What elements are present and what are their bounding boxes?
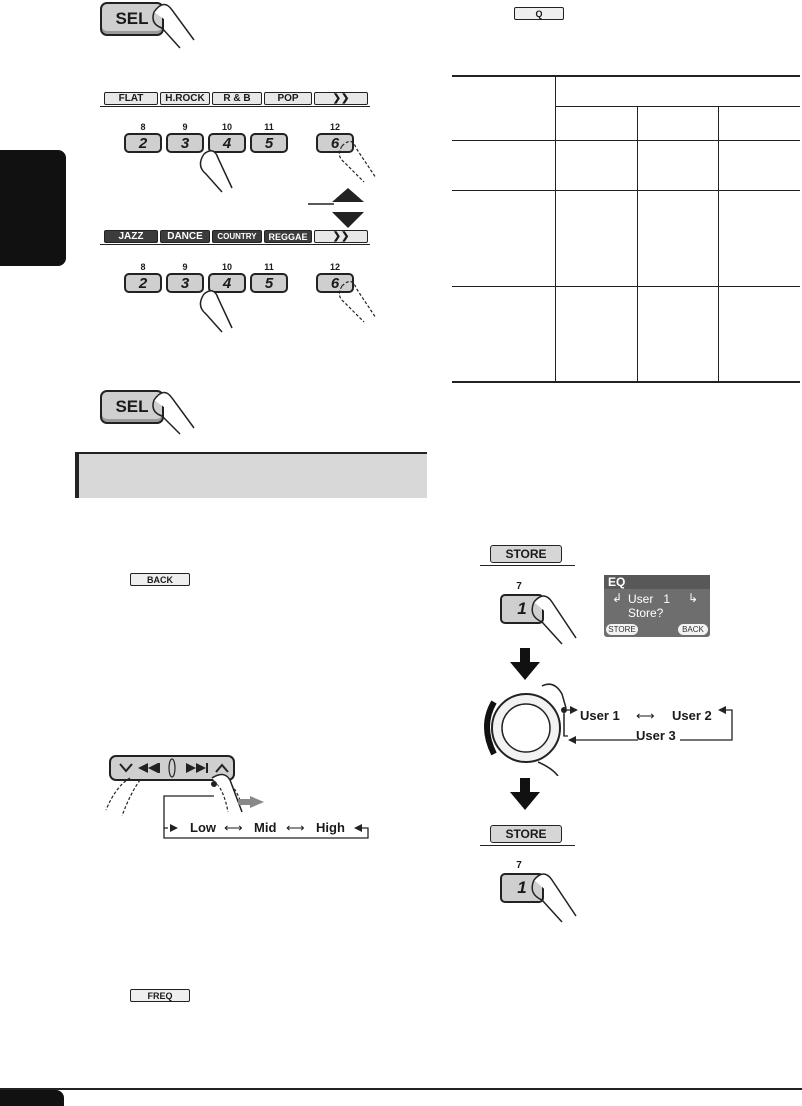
finger-press-icon xyxy=(150,0,200,50)
preset-next-2[interactable]: ❯❯ xyxy=(314,230,368,243)
footer-rule xyxy=(0,1088,802,1090)
num-top-9: 9 xyxy=(182,122,188,132)
key-3[interactable]: 3 xyxy=(166,273,204,293)
num-top-10: 10 xyxy=(221,122,232,132)
key-6[interactable]: 6 xyxy=(316,133,354,153)
key-2[interactable]: 2 xyxy=(124,273,162,293)
table-row-rule xyxy=(452,286,800,287)
store-rule xyxy=(480,565,575,566)
key-top-7: 7 xyxy=(516,860,522,871)
language-side-tab xyxy=(0,150,66,266)
preset-jazz[interactable]: JAZZ xyxy=(104,230,158,243)
table-bottom-rule xyxy=(452,381,800,383)
preset-hrock[interactable]: H.ROCK xyxy=(160,92,210,105)
lcd-line2: Store? xyxy=(628,606,664,620)
table-col-rule xyxy=(718,106,719,382)
num-top-10: 10 xyxy=(221,262,232,272)
finger-press-icon xyxy=(528,870,582,924)
toggle-arrow-icon xyxy=(308,186,368,230)
level-mid-label: Mid xyxy=(254,820,277,835)
level-low-label: Low xyxy=(190,820,216,835)
store-rule xyxy=(480,845,575,846)
finger-press-icon xyxy=(196,288,240,334)
key-top-7: 7 xyxy=(516,581,522,592)
table-col-rule xyxy=(637,106,638,382)
level-arrow-1: ⟷ xyxy=(224,820,243,835)
down-arrow-icon xyxy=(510,778,540,810)
strip2-baseline xyxy=(100,244,370,245)
table-row-rule xyxy=(452,190,800,191)
finger-hold-dashed-icon xyxy=(336,138,386,184)
preset-flat[interactable]: FLAT xyxy=(104,92,158,105)
key-2[interactable]: 2 xyxy=(124,133,162,153)
lcd-back-pill: BACK xyxy=(678,624,708,635)
back-tag[interactable]: BACK xyxy=(130,573,190,586)
lcd-left-arrow-icon: ↲ xyxy=(612,591,623,605)
finger-press-icon xyxy=(150,388,200,436)
num-top-8: 8 xyxy=(140,122,146,132)
strip1-baseline xyxy=(100,106,370,107)
lcd-right-arrow-icon: ↳ xyxy=(688,591,699,605)
table-row-rule xyxy=(452,140,800,141)
level-cycle-lines xyxy=(156,790,376,846)
table-top-rule xyxy=(452,75,800,77)
num-top-9: 9 xyxy=(182,262,188,272)
user3-label: User 3 xyxy=(636,728,676,743)
down-arrow-icon xyxy=(510,648,540,680)
key-4[interactable]: 4 xyxy=(208,133,246,153)
store-tag-top[interactable]: STORE xyxy=(490,545,562,563)
finger-hold-dashed-icon xyxy=(336,278,386,324)
num-top-11: 11 xyxy=(264,122,274,132)
key-1-top[interactable]: 1 xyxy=(500,594,544,624)
level-high-label: High xyxy=(316,820,345,835)
eq-lcd-display xyxy=(604,575,710,637)
user-arrow-1: ⟷ xyxy=(636,708,655,723)
freq-tag[interactable]: FREQ xyxy=(130,989,190,1002)
num-top-8: 8 xyxy=(140,262,146,272)
lcd-line1: User 1 xyxy=(628,592,671,606)
finger-press-icon xyxy=(528,592,582,646)
table-col-rule xyxy=(555,75,556,382)
preset-pop[interactable]: POP xyxy=(264,92,312,105)
user2-label: User 2 xyxy=(672,708,712,723)
finger-press-icon xyxy=(196,148,240,194)
preset-country[interactable]: COUNTRY xyxy=(212,230,262,243)
key-5[interactable]: 5 xyxy=(250,273,288,293)
table-subheader-rule xyxy=(556,106,800,107)
key-5[interactable]: 5 xyxy=(250,133,288,153)
user1-label: User 1 xyxy=(580,708,620,723)
num-top-11: 11 xyxy=(264,262,274,272)
store-tag-bottom[interactable]: STORE xyxy=(490,825,562,843)
level-arrow-2: ⟷ xyxy=(286,820,305,835)
key-1-bottom[interactable]: 1 xyxy=(500,873,544,903)
lcd-title: EQ xyxy=(604,575,710,589)
lcd-store-pill: STORE xyxy=(606,624,638,635)
preset-reggae[interactable]: REGGAE xyxy=(264,230,312,243)
section-heading-box xyxy=(75,452,427,498)
key-3[interactable]: 3 xyxy=(166,133,204,153)
q-tag[interactable]: Q xyxy=(514,7,564,20)
num-top-12: 12 xyxy=(329,122,340,132)
preset-rb[interactable]: R & B xyxy=(212,92,262,105)
sel-button-bottom[interactable]: SEL xyxy=(100,390,164,424)
key-6[interactable]: 6 xyxy=(316,273,354,293)
key-4[interactable]: 4 xyxy=(208,273,246,293)
sel-button-top[interactable]: SEL xyxy=(100,2,164,36)
page-number-badge xyxy=(0,1090,64,1106)
preset-next[interactable]: ❯❯ xyxy=(314,92,368,105)
preset-dance[interactable]: DANCE xyxy=(160,230,210,243)
num-top-12: 12 xyxy=(329,262,340,272)
